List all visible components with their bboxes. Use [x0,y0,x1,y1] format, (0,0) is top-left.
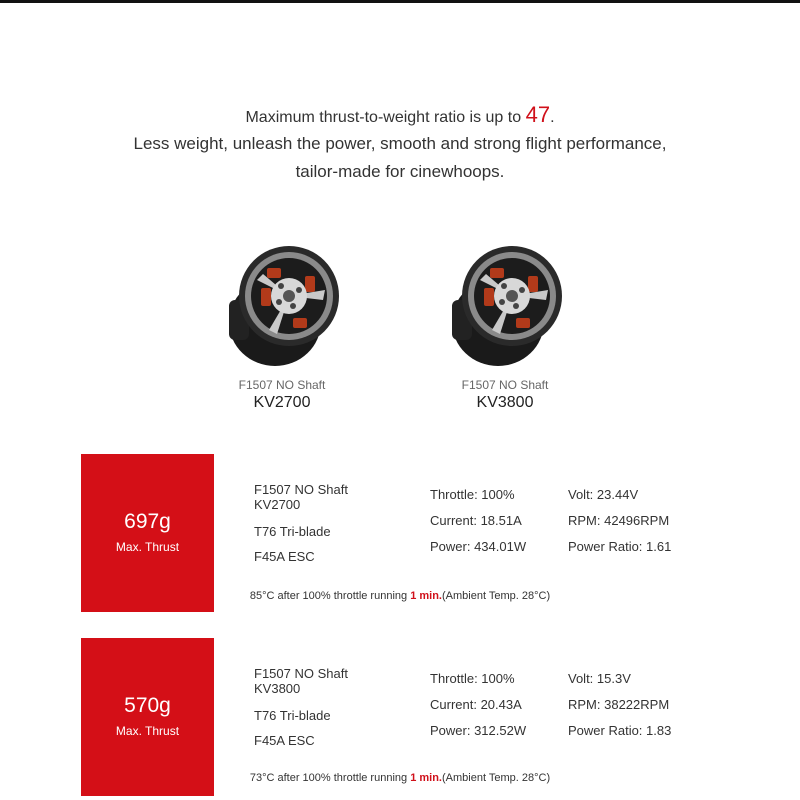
max-thrust-badge [81,454,214,612]
stats-column-2 [568,486,671,564]
max-thrust-value: 697g [124,510,171,533]
headline-line-1 [0,100,800,130]
stat-power-ratio: Power Ratio: 1.83 [568,723,672,738]
stats-column-2 [568,670,671,748]
setup-kv: KV3800 [254,681,301,696]
note-duration: 1 min. [410,590,442,602]
setup-esc: F45A ESC [254,733,315,748]
stat-rpm: RPM: 38222RPM [568,697,670,712]
note-ambient: (Ambient Temp. 28°C) [441,772,551,784]
stat-volt: Volt: 15.3V [568,671,631,686]
motor-kv2700 [207,240,357,412]
motor-kv3800 [430,240,580,412]
headline-line-3: tailor-made for cinewhoops. [295,162,505,181]
note-ambient: (Ambient Temp. 28°C) [441,590,551,602]
setup-prop: T76 Tri-blade [254,524,331,539]
motor-name: F1507 NO Shaft [238,378,326,392]
test-setup [254,482,348,564]
thrust-result-kv2700 [0,454,800,614]
motor-image [440,240,570,370]
thrust-weight-ratio: 47 [525,102,551,127]
thrust-result-kv3800 [0,638,800,798]
stats-column-1 [430,670,526,748]
motor-name: F1507 NO Shaft [461,378,549,392]
setup-kv: KV2700 [254,497,301,512]
temperature-note [0,772,800,784]
motor-kv: KV3800 [476,394,534,411]
stat-volt: Volt: 23.44V [568,487,639,502]
max-thrust-label: Max. Thrust [115,724,180,738]
note-duration: 1 min. [410,772,442,784]
headline-period: . [550,109,555,126]
setup-esc: F45A ESC [254,549,315,564]
stat-power: Power: 312.52W [430,723,527,738]
max-thrust-value: 570g [124,694,171,717]
headline-prefix: Maximum thrust-to-weight ratio is up to [245,109,522,126]
stat-power: Power: 434.01W [430,539,527,554]
note-text: 85°C after 100% throttle running [249,590,411,602]
stat-current: Current: 20.43A [430,697,522,712]
stat-throttle: Throttle: 100% [430,671,515,686]
stat-throttle: Throttle: 100% [430,487,515,502]
motor-image [217,240,347,370]
stat-power-ratio: Power Ratio: 1.61 [568,539,672,554]
temperature-note [0,590,800,602]
setup-motor: F1507 NO Shaft [254,482,348,497]
top-divider [0,0,800,3]
setup-prop: T76 Tri-blade [254,708,331,723]
headline [0,100,800,186]
stats-column-1 [430,486,526,564]
motor-kv: KV2700 [253,394,311,411]
test-setup [254,666,348,748]
note-text: 73°C after 100% throttle running [249,772,411,784]
setup-motor: F1507 NO Shaft [254,666,348,681]
stat-rpm: RPM: 42496RPM [568,513,670,528]
headline-line-2: Less weight, unleash the power, smooth and strong flight performance, [133,134,667,153]
stat-current: Current: 18.51A [430,513,522,528]
max-thrust-label: Max. Thrust [115,540,180,554]
